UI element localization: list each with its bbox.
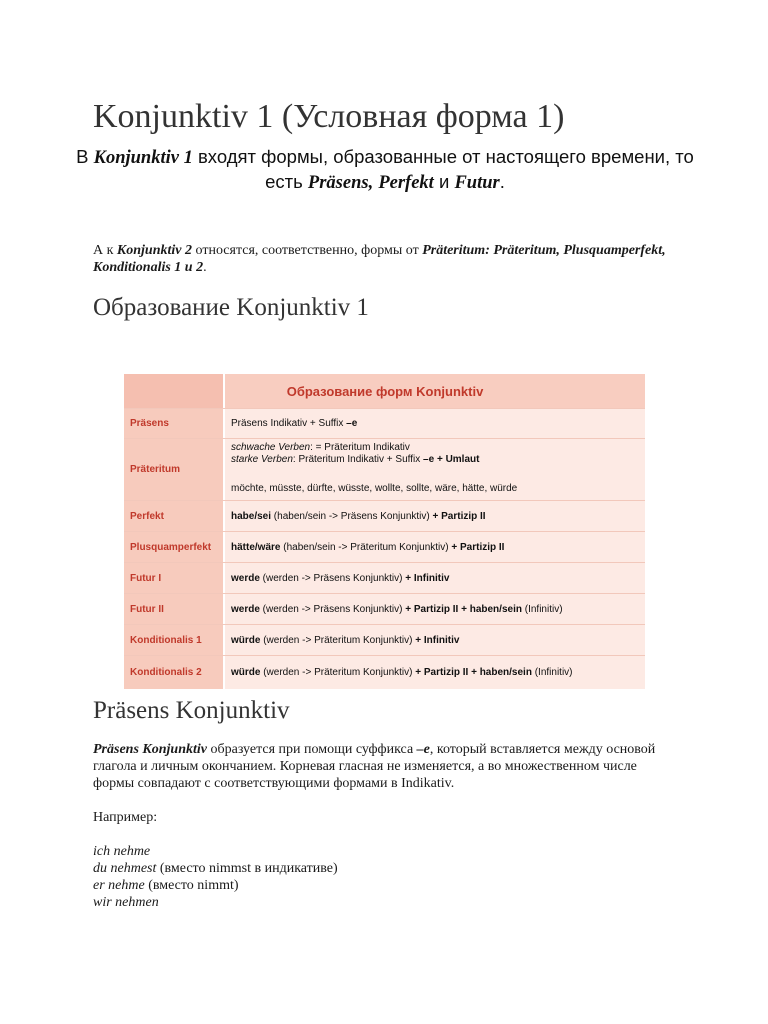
table-row xyxy=(124,409,645,439)
rule-text xyxy=(231,667,645,678)
intro-term-praesens: Präsens, xyxy=(307,173,374,193)
rule-text xyxy=(231,542,645,553)
heading-praesens-konjunktiv: Präsens Konjunktiv xyxy=(93,697,290,724)
para-text: А к xyxy=(93,243,117,258)
example-line xyxy=(93,877,653,894)
formation-table-image xyxy=(124,374,645,689)
intro-term-perfekt: Perfekt xyxy=(378,173,434,193)
strong-verbs-label: starke Verben xyxy=(231,454,293,465)
examples-block xyxy=(93,809,653,911)
table-row-label: Futur II xyxy=(124,594,225,624)
examples-intro: Например: xyxy=(93,810,158,825)
rule-bold-part: + Infinitiv xyxy=(415,634,460,646)
table-row-rule xyxy=(225,501,645,531)
intro-term-futur: Futur xyxy=(454,173,500,193)
example-form: wir nehmen xyxy=(93,895,159,910)
rule-bold-part: + Partizip II xyxy=(432,510,486,522)
rule-part: (Infinitiv) xyxy=(531,667,573,678)
table-row-label: Futur I xyxy=(124,563,225,593)
para-text: образуется при помощи суффикса xyxy=(206,742,417,757)
praeteritum-examples: möchte, müsste, dürfte, wüsste, wollte, sollte, wäre, hätte, würde xyxy=(231,483,518,494)
strong-verbs-text: : Präteritum Indikativ + Suffix xyxy=(292,454,424,465)
intro-text: В xyxy=(76,146,94,167)
para-text: относятся, соответственно, формы от xyxy=(192,243,423,258)
rule-part: Präsens Indikativ + Suffix xyxy=(231,418,347,429)
rule-part: (werden -> Präsens Konjunktiv) xyxy=(259,572,406,584)
strong-verbs-suffix: –e + Umlaut xyxy=(423,454,480,465)
table-row-label: Präsens xyxy=(124,409,225,438)
table-row-rule xyxy=(225,532,645,562)
rule-text xyxy=(231,418,645,429)
strong-verbs-rule xyxy=(231,454,645,466)
weak-verbs-label: schwache Verben xyxy=(231,442,311,453)
intro-text: и xyxy=(433,171,455,192)
table-header-cell xyxy=(225,374,645,408)
suffix-e: –е xyxy=(416,742,430,757)
table-row-rule xyxy=(225,625,645,655)
rule-bold-part: werde xyxy=(231,572,260,584)
rule-part: (werden -> Präteritum Konjunktiv) xyxy=(260,667,416,678)
table-row-rule xyxy=(225,594,645,624)
para-text: . xyxy=(203,260,207,275)
table-row xyxy=(124,532,645,563)
rule-bold-part: würde xyxy=(231,634,261,646)
weak-verbs-rule xyxy=(231,442,645,454)
rule-bold-part: + Partizip II + haben/sein xyxy=(415,667,532,678)
weak-verbs-text: : = Präteritum Indikativ xyxy=(310,442,410,453)
table-row xyxy=(124,656,645,689)
rule-part: (Infinitiv) xyxy=(521,603,563,615)
rule-text xyxy=(231,573,645,584)
table-row-rule xyxy=(225,563,645,593)
rule-bold-part: werde xyxy=(231,603,260,615)
praesens-paragraph xyxy=(93,741,673,792)
table-row xyxy=(124,563,645,594)
table-row-label: Konditionalis 1 xyxy=(124,625,225,655)
table-row-label: Konditionalis 2 xyxy=(124,656,225,689)
rule-bold-part: hätte/wäre xyxy=(231,541,281,553)
example-form: er nehme xyxy=(93,878,145,893)
rule-bold-part: + Partizip II + haben/sein xyxy=(405,603,522,615)
example-note: (вместо nimmst в индикативе) xyxy=(156,861,338,876)
rule-part: (haben/sein -> Präsens Konjunktiv) xyxy=(271,510,433,522)
table-row-label: Perfekt xyxy=(124,501,225,531)
rule-part: (werden -> Präsens Konjunktiv) xyxy=(259,603,406,615)
rule-bold-part: würde xyxy=(231,667,261,678)
table-row-label: Präteritum xyxy=(124,439,225,500)
example-line xyxy=(93,843,653,860)
table-row-rule xyxy=(225,439,645,500)
rule-bold-part: –e xyxy=(346,418,358,429)
intro-text: входят формы, образованные от настоящего времени, то есть xyxy=(192,146,694,192)
page-title: Konjunktiv 1 (Условная форма 1) xyxy=(93,98,565,135)
konjunktiv2-paragraph xyxy=(93,242,693,276)
example-note: (вместо nimmt) xyxy=(144,878,239,893)
rule-part: (werden -> Präteritum Konjunktiv) xyxy=(260,634,416,646)
example-line xyxy=(93,860,653,877)
example-line xyxy=(93,894,653,911)
rule-bold-part: + Infinitiv xyxy=(405,572,450,584)
rule-text xyxy=(231,604,645,615)
para-text: , который вставляется между основой глагола и личным окончанием. Корневая гласная не изменяется, а во множественном числе формы совпадают с соответствующими формами в Indikativ. xyxy=(93,742,656,791)
rule-text xyxy=(231,635,645,646)
intro-text: . xyxy=(499,171,505,192)
table-row-rule xyxy=(225,656,645,689)
table-header-empty xyxy=(124,374,225,408)
heading-formation: Образование Konjunktiv 1 xyxy=(93,294,369,321)
rule-text xyxy=(231,511,645,522)
term-praesens-konjunktiv: Präsens Konjunktiv xyxy=(93,742,207,757)
rule-part: (haben/sein -> Präteritum Konjunktiv) xyxy=(280,541,452,553)
term-konjunktiv2: Konjunktiv 2 xyxy=(116,243,193,258)
example-form: du nehmest xyxy=(93,861,157,876)
table-row xyxy=(124,594,645,625)
table-row-rule xyxy=(225,409,645,438)
table-row xyxy=(124,625,645,656)
term-praeteritum-list: Präteritum: Präteritum, Plusquamperfekt, Konditionalis 1 и 2 xyxy=(93,243,666,275)
table-title: Образование форм Konjunktiv xyxy=(286,383,484,399)
table-header-row xyxy=(124,374,645,409)
rule-bold-part: habe/sei xyxy=(231,510,272,522)
table-row-label: Plusquamperfekt xyxy=(124,532,225,562)
table-row xyxy=(124,439,645,501)
example-form: ich nehme xyxy=(93,844,151,859)
rule-bold-part: + Partizip II xyxy=(451,541,505,553)
intro-paragraph xyxy=(70,145,700,195)
intro-term-konjunktiv1: Konjunktiv 1 xyxy=(93,148,193,168)
table-row xyxy=(124,501,645,532)
